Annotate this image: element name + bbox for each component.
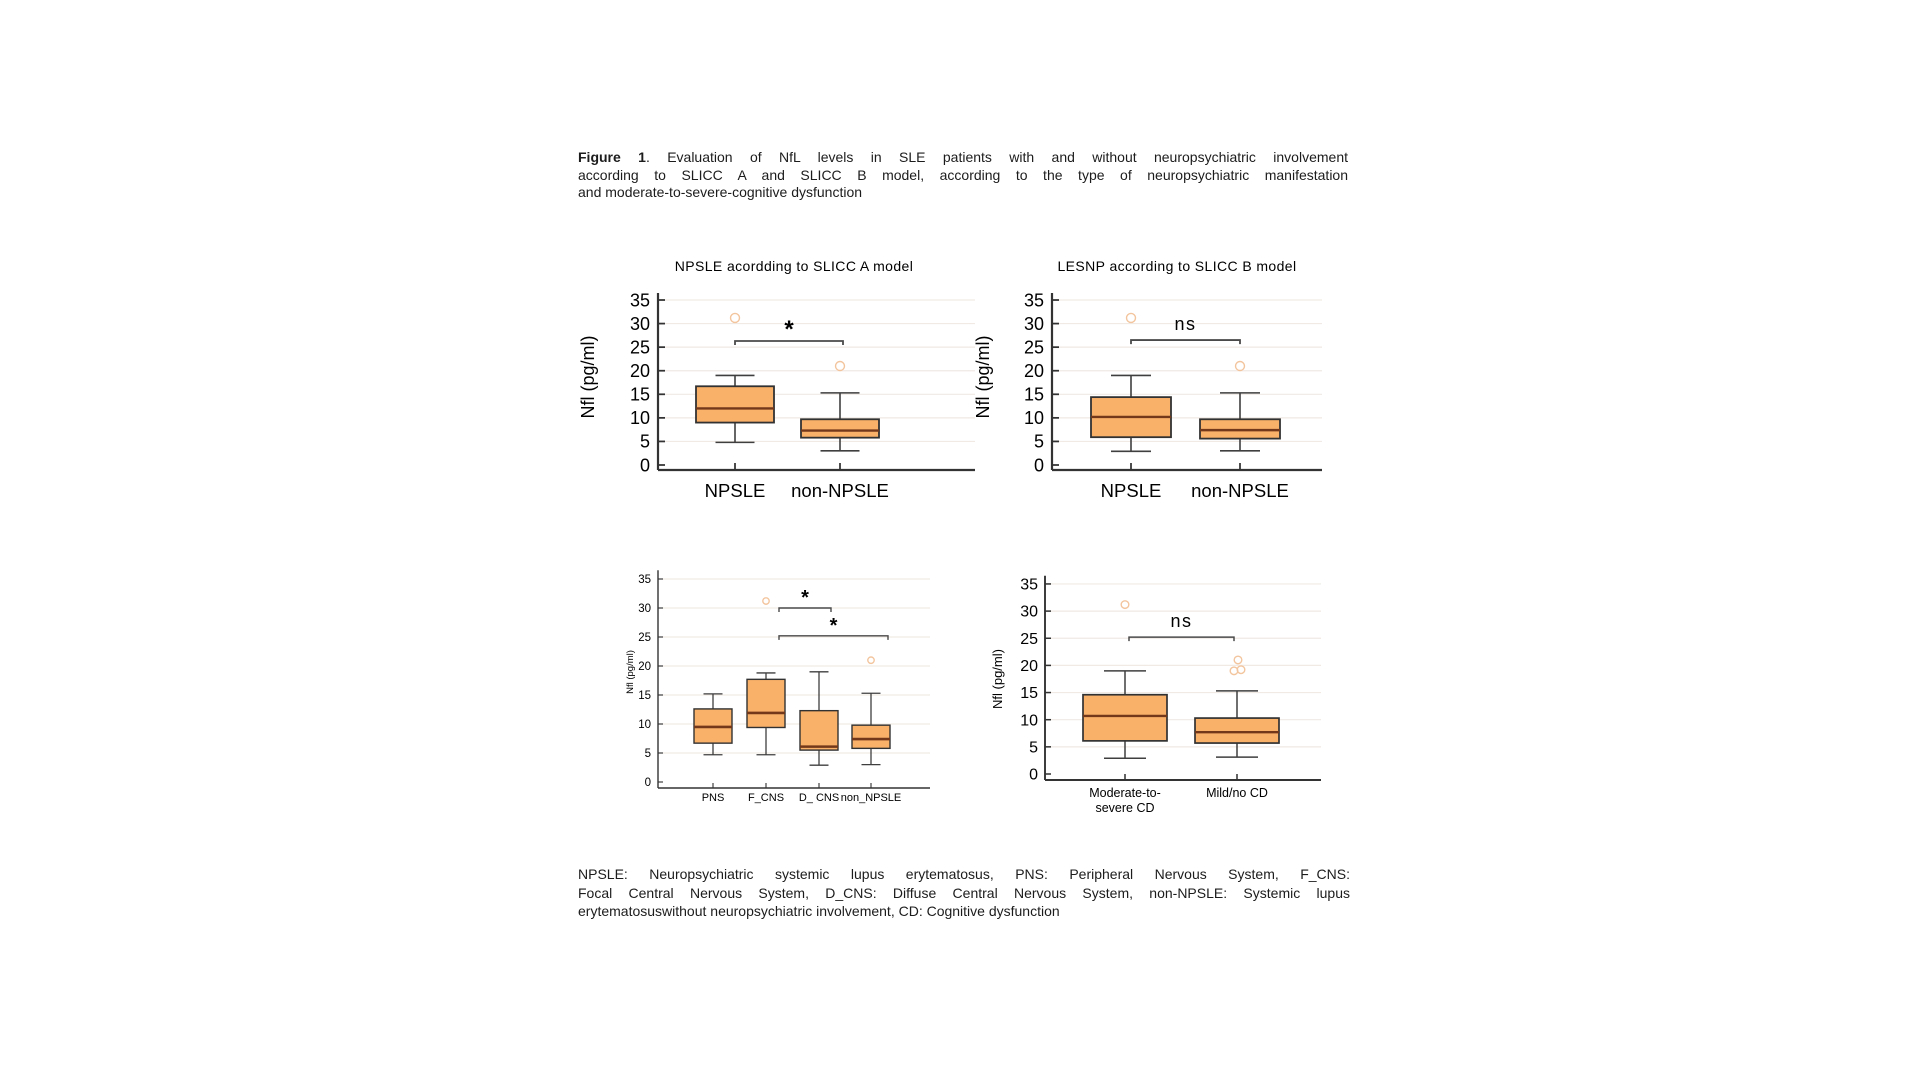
y-tick-label: 30: [629, 313, 650, 334]
x-category-label: non-NPSLE: [791, 480, 889, 501]
x-category-label: Mild/no CD: [1206, 786, 1268, 800]
outlier-point: [1234, 656, 1242, 664]
y-tick-label: 35: [1023, 290, 1044, 311]
x-category-label: non_NPSLE: [840, 792, 902, 804]
y-tick-label: 30: [1023, 313, 1044, 334]
footnote-line-2: Focal Central Nervous System, D_CNS: Diffuse Central Nervous System, non-NPSLE: Systemic lupus: [578, 884, 1350, 901]
y-tick-label: 5: [1033, 431, 1044, 452]
y-tick-label: 15: [629, 384, 650, 405]
chart-title: NPSLE acordding to SLICC A model: [674, 258, 914, 274]
x-category-label: non-NPSLE: [1191, 480, 1289, 501]
y-tick-label: 20: [1020, 658, 1038, 675]
significance-label: ns: [1174, 314, 1197, 335]
y-tick-label: 0: [1029, 766, 1038, 784]
outlier-point: [1236, 362, 1245, 371]
significance-label: *: [801, 587, 809, 609]
y-axis-label: Nfl (pg/ml): [973, 335, 993, 419]
y-tick-label: 10: [1023, 408, 1044, 429]
outlier-point: [763, 598, 769, 604]
y-tick-label: 20: [638, 661, 651, 674]
caption-line-2: according to SLICC A and SLICC B model, according to the type of neuropsychiatric manifestation: [578, 166, 1348, 183]
chart-title: LESNP according to SLICC B model: [1057, 258, 1297, 274]
y-tick-label: 25: [1023, 337, 1044, 358]
y-tick-label: 35: [1020, 576, 1038, 594]
y-tick-label: 30: [638, 603, 651, 616]
y-tick-label: 10: [629, 408, 650, 429]
y-axis-label: Nfl (pg/ml): [990, 649, 1005, 709]
caption-line-3: and moderate-to-severe-cognitive dysfunction: [578, 184, 863, 200]
chart-cognitive-dysfunction: [990, 576, 1321, 815]
significance-label: *: [784, 316, 794, 344]
box: [696, 386, 774, 422]
outlier-point: [1127, 313, 1136, 322]
x-category-label: PNS: [701, 792, 725, 804]
outlier-point: [731, 313, 740, 322]
outlier-point: [1121, 601, 1129, 609]
y-tick-label: 35: [629, 290, 650, 311]
y-tick-label: 0: [644, 777, 651, 790]
box: [800, 711, 838, 750]
y-tick-label: 0: [639, 455, 650, 476]
y-tick-label: 35: [638, 574, 651, 587]
figure-caption-label: Figure 1: [578, 149, 646, 165]
significance-label: ns: [1170, 611, 1193, 632]
chart-np-manifestation-type: [625, 570, 930, 804]
y-tick-label: 15: [1023, 384, 1044, 405]
figure-footnote: [578, 865, 1350, 921]
significance-bracket: [1131, 340, 1240, 344]
significance-label: *: [829, 614, 838, 637]
y-axis-label: Nfl (pg/ml): [578, 335, 598, 419]
y-tick-label: 15: [638, 690, 651, 703]
footnote-line-3: erytematosuswithout neuropsychiatric involvement, CD: Cognitive dysfunction: [578, 903, 1060, 920]
y-tick-label: 10: [638, 719, 651, 732]
box: [747, 679, 785, 727]
y-tick-label: 5: [639, 431, 650, 452]
y-tick-label: 15: [1020, 685, 1038, 703]
box: [1195, 718, 1279, 743]
outlier-point: [836, 362, 845, 371]
footnote-line-1: NPSLE: Neuropsychiatric systemic lupus erytematosus, PNS: Peripheral Nervous System, F_CNS:: [578, 866, 1350, 882]
caption-line-1-text: . Evaluation of NfL levels in SLE patients with and without neuropsychiatric involvement: [645, 149, 1348, 165]
y-tick-label: 0: [1033, 455, 1044, 476]
y-tick-label: 25: [638, 632, 651, 645]
x-category-label: Moderate-to-severe CD: [1089, 786, 1161, 815]
y-tick-label: 25: [1020, 630, 1038, 648]
x-category-label: NPSLE: [704, 480, 766, 501]
chart-npsle-slicc-a: [578, 258, 975, 501]
x-category-label: D_ CNS: [798, 792, 840, 804]
x-category-label: NPSLE: [1100, 480, 1162, 501]
y-tick-label: 20: [629, 361, 650, 382]
y-axis-label: Nfl (pg/ml): [625, 650, 636, 694]
y-tick-label: 25: [629, 337, 650, 358]
y-tick-label: 10: [1020, 712, 1038, 730]
box: [852, 725, 890, 748]
chart-lesnp-slicc-b: [973, 258, 1322, 501]
y-tick-label: 5: [1029, 739, 1038, 757]
y-tick-label: 5: [644, 748, 651, 761]
x-category-label: F_CNS: [747, 792, 785, 804]
box: [801, 419, 879, 437]
y-tick-label: 20: [1023, 361, 1044, 382]
y-tick-label: 30: [1020, 603, 1038, 621]
outlier-point: [868, 657, 874, 663]
box: [1083, 695, 1167, 741]
significance-bracket: [1129, 637, 1234, 641]
